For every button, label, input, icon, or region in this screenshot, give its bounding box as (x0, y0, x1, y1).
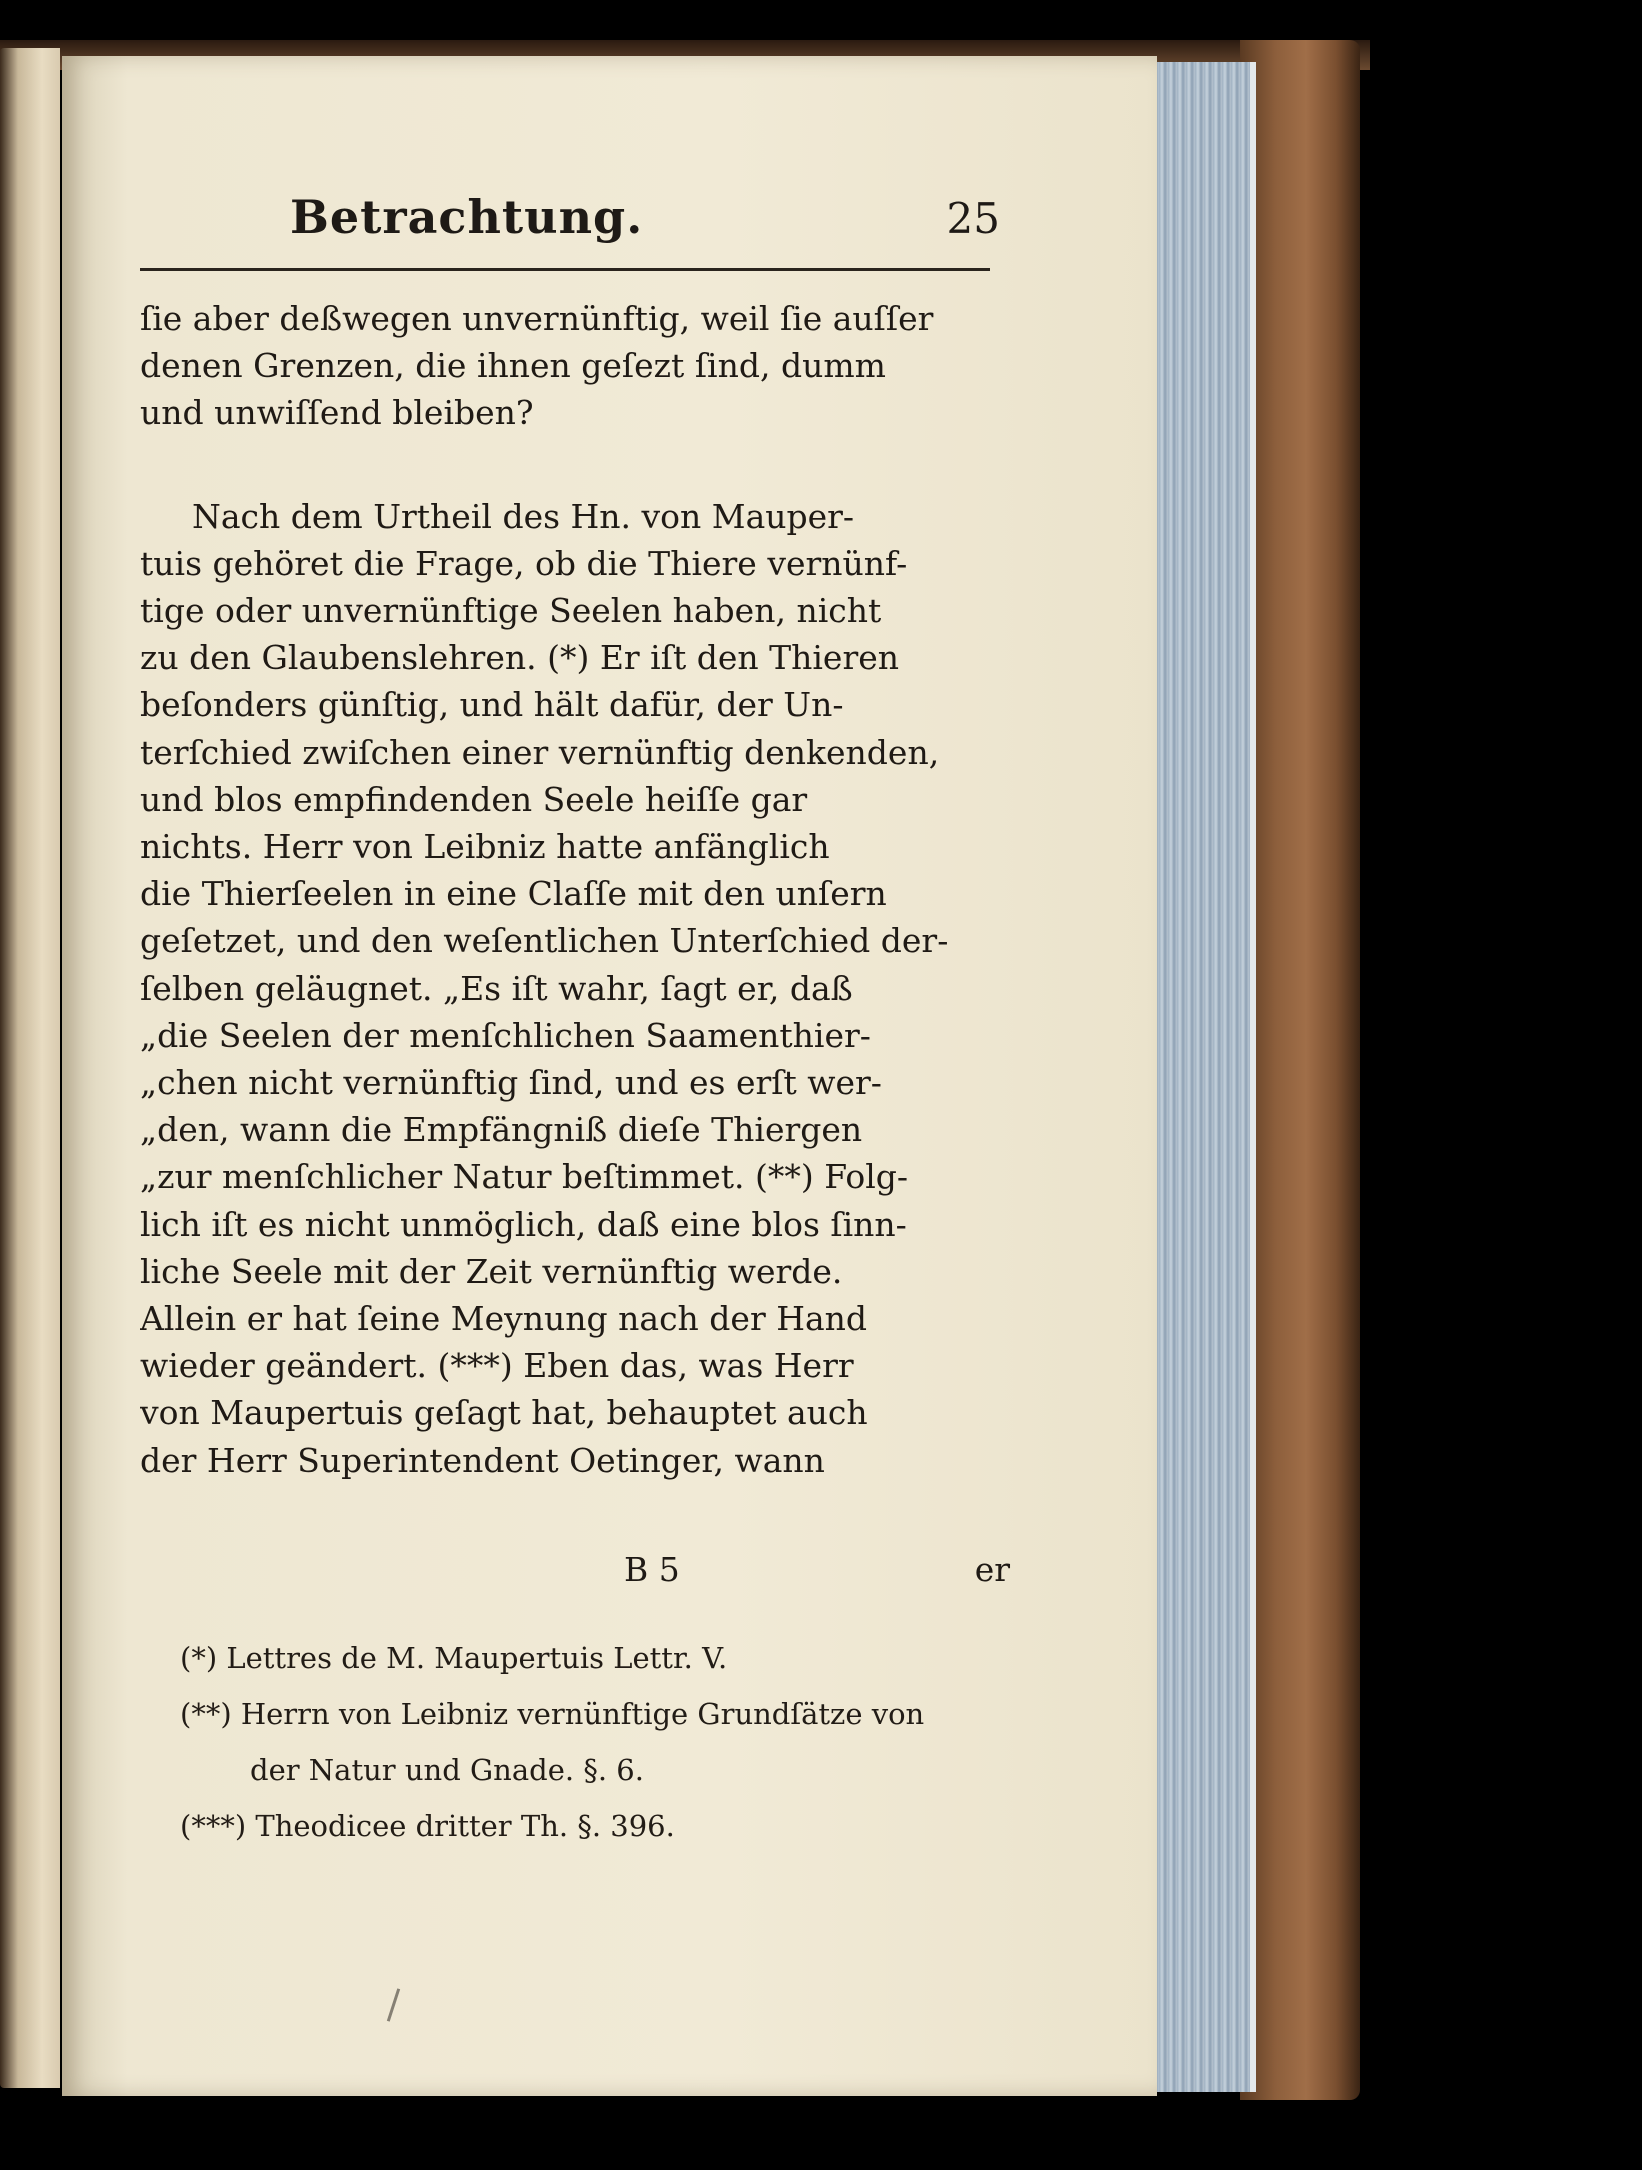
footnote: (***) Theodicee dritter Th. §. 396. (180, 1809, 675, 1843)
text-line: und blos empfindenden Seele heiſſe gar (140, 779, 808, 819)
text-line: tuis gehöret die Frage, ob die Thiere vernünf- (140, 543, 908, 583)
text-line: und unwiſſend bleiben? (140, 393, 534, 433)
footnotes (180, 1630, 1020, 1854)
header-rule (140, 268, 990, 271)
text-line: terſchied zwiſchen einer vernünftig denkenden, (140, 732, 940, 772)
catchline (140, 1550, 1010, 1600)
text-line: nichts. Herr von Leibniz hatte anfänglich (140, 827, 830, 867)
main-text-block (140, 295, 1010, 1484)
text-line: „zur menſchlicher Natur beſtimmet. (**) Folg- (140, 1157, 909, 1197)
text-line: wieder geändert. (***) Eben das, was Herr (140, 1346, 854, 1386)
text-line: Nach dem Urtheil des Hn. von Mauper- (192, 496, 855, 536)
signature-mark: B 5 (624, 1550, 680, 1589)
footnote: (**) Herrn von Leibniz vernünftige Grundſätze von (180, 1697, 925, 1731)
running-head (290, 190, 1000, 260)
text-line: „chen nicht vernünftig ſind, und es erſt wer- (140, 1063, 882, 1103)
text-line: die Thierſeelen in eine Claſſe mit den unſern (140, 874, 887, 914)
text-line: tige oder unvernünftige Seelen haben, nicht (140, 591, 882, 631)
footnote-continuation: der Natur und Gnade. §. 6. (250, 1753, 644, 1787)
facing-page-edge (0, 48, 60, 2088)
text-line: zu den Glaubenslehren. (*) Er iſt den Thieren (140, 638, 899, 678)
page-number: 25 (946, 194, 1000, 243)
text-line: denen Grenzen, die ihnen geſezt ſind, dumm (140, 346, 886, 386)
text-line: liche Seele mit der Zeit vernünftig werde. (140, 1251, 843, 1291)
paragraph-gap (140, 437, 1010, 493)
text-line: beſonders günſtig, und hält dafür, der Un- (140, 685, 844, 725)
text-line: der Herr Superintendent Oetinger, wann (140, 1440, 825, 1480)
running-head-title: Betrachtung. (290, 190, 644, 244)
text-line: lich iſt es nicht unmöglich, daß eine blos ſinn- (140, 1204, 907, 1244)
text-line: „den, wann die Empfängniß dieſe Thiergen (140, 1110, 863, 1150)
text-line: „die Seelen der menſchlichen Saamenthier- (140, 1015, 871, 1055)
text-line: ſelben geläugnet. „Es iſt wahr, ſagt er, daß (140, 968, 853, 1008)
text-line: Allein er hat ſeine Meynung nach der Hand (140, 1299, 868, 1339)
page-block-edges (1150, 62, 1256, 2092)
footnote: (*) Lettres de M. Maupertuis Lettr. V. (180, 1641, 728, 1675)
text-line: ſie aber deßwegen unvernünftig, weil ſie auſſer (140, 299, 934, 338)
book-cover-right (1240, 40, 1360, 2100)
text-line: von Maupertuis geſagt hat, behauptet auch (140, 1393, 868, 1433)
text-line: geſetzet, und den weſentlichen Unterſchied der- (140, 921, 949, 961)
catchword: er (974, 1550, 1010, 1589)
